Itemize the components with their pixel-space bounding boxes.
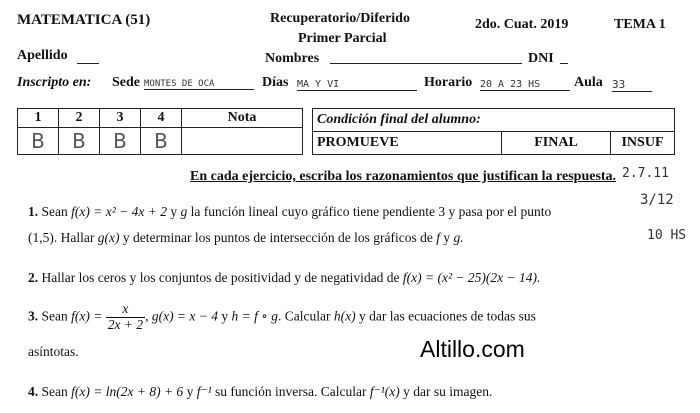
grades-header-cell: 3 [100,109,141,128]
exercise-2 [28,270,540,286]
formula: h = f ∘ g [231,308,279,324]
exercise-number: 4. [28,384,39,399]
exercise-number: 3. [28,308,39,324]
formula: g(x) [97,230,120,245]
formula: f⁻¹ [196,384,212,399]
watermark: Altillo.com [420,336,525,362]
formula: f(x) = (x² − 25)(2x − 14). [402,270,541,285]
formula: , g(x) = x − 4 [145,308,219,324]
fraction-numerator: x [106,302,145,318]
nombres-field[interactable] [330,52,522,64]
exercise-text: Hallar los ceros y los conjuntos de positividad y de negatividad de [41,270,400,285]
grades-marks-row [18,128,303,155]
grade-mark[interactable]: B [141,128,182,155]
formula: g. [453,230,464,245]
point: (1,5). [28,230,58,245]
horario-label: Horario [424,75,473,90]
instruction: En cada ejercicio, escriba los razonamientos que justifican la respuesta. [190,169,617,184]
formula: h(x) [333,308,356,324]
grade-mark[interactable]: B [18,128,59,155]
exercise-number: 2. [28,270,39,285]
exercise-text: Sean [41,204,68,219]
apellido-blank [100,52,263,63]
grade-mark[interactable]: B [100,128,141,155]
exercise-number: 1. [28,204,39,219]
grades-table [17,108,303,155]
margin-note: 10 HS [647,228,687,243]
formula: f(x) = [71,308,103,324]
exercise-text: y determinar los puntos de intersección de los gráficos de [122,230,433,245]
sede-label: Sede [112,75,140,90]
formula: f(x) = ln(2x + 8) + 6 [71,384,184,399]
exercise-text: y [443,230,451,245]
exercise-text: Hallar [60,230,95,245]
margin-note: 3/12 [640,192,674,208]
exercise-3-line-2 [28,344,79,360]
exercise-3-line-1 [28,302,536,333]
dias-label: Días [262,75,289,90]
dni-field[interactable] [560,52,568,64]
grades-header-cell: 4 [141,109,182,128]
formula: f(x) = x² − 4x + 2 [71,204,167,219]
aula-value[interactable]: 33 [612,78,652,92]
condition-insuf[interactable]: INSUF [611,132,675,155]
fraction-denominator: 2x + 2 [107,316,144,332]
grades-header-cell: Nota [182,109,303,128]
apellido-field[interactable] [77,52,99,64]
term: 2do. Cuat. 2019 [475,17,569,32]
horario-value[interactable]: 20 A 23 HS [480,79,570,91]
exercise-1-line-1 [28,204,551,220]
exercise-text: y dar las ecuaciones de todas sus [358,308,536,324]
inscripto-label: Inscripto en: [17,75,92,90]
exercise-text: asíntotas. [28,344,79,359]
aula-label: Aula [574,75,603,90]
exercise-text: Sean [41,308,68,324]
formula: f⁻¹(x) [369,384,400,399]
exam-type: Recuperatorio/Diferido [270,11,410,26]
condition-promueve[interactable]: PROMUEVE [313,132,502,155]
exercise-text: . Calcular [278,308,331,324]
exercise-text: Sean [41,384,68,399]
margin-note: 2.7.11 [622,166,669,181]
condition-options-row [313,132,675,155]
sede-value[interactable]: MONTES DE OCA [144,79,254,90]
nombres-label: Nombres [265,51,320,66]
dni-label: DNI [528,51,554,66]
tema: TEMA 1 [614,17,666,32]
exercise-text: y [170,204,178,219]
exercise-text: la función lineal cuyo gráfico tiene pendiente 3 y pasa por el punto [190,204,552,219]
formula: f [436,230,441,245]
condition-final[interactable]: FINAL [502,132,611,155]
condition-title: Condición final del alumno: [313,109,675,132]
dias-value[interactable]: MA Y VI [297,79,417,91]
condition-table [312,108,675,155]
condition-title-row [313,109,675,132]
exercise-text: y [221,308,229,324]
grades-header-cell: 2 [59,109,100,128]
grades-header-row [18,109,303,128]
exercise-text: y [186,384,194,399]
exercise-text: y dar su imagen. [403,384,493,399]
grade-mark[interactable]: B [59,128,100,155]
grade-nota[interactable] [182,128,303,155]
exercise-4 [28,384,492,400]
exercise-text: su función inversa. Calcular [215,384,367,399]
fraction [106,302,145,333]
exam-subtitle: Primer Parcial [298,31,387,46]
exercise-1-line-2 [28,230,464,246]
course-title: MATEMATICA (51) [17,12,151,28]
apellido-label: Apellido [17,48,68,63]
grades-header-cell: 1 [18,109,59,128]
formula: g [180,204,188,219]
